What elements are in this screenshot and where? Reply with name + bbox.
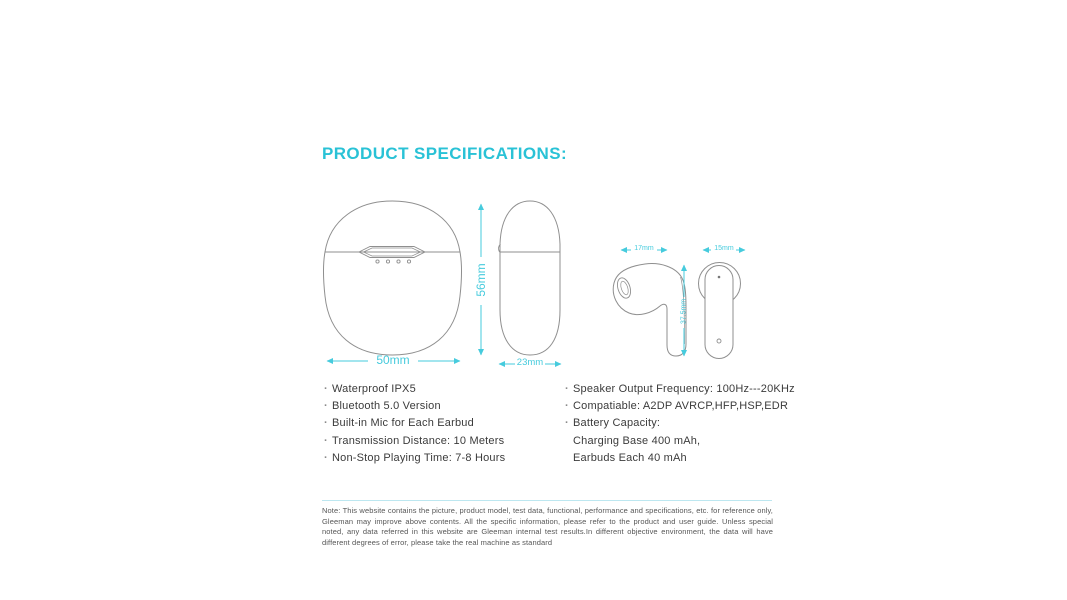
case-height-dimension-label: 56mm — [474, 263, 488, 297]
spec-item — [565, 381, 810, 398]
earbud-front-drawing — [699, 263, 741, 359]
disclaimer-note: Note: This website contains the picture, product model, test data, functional, performance and specifications, etc. for reference only, Gleeman may improve above contents. All the specific information, please refer to the product and user guide. Unless special noted, any data referred in this website are Gleeman internal test results.In different objective environment, the data will have different degrees of error, please take the real machine as standard — [322, 506, 773, 547]
spec-text: Waterproof IPX5 — [332, 383, 416, 395]
case-depth-dimension-label: 23mm — [516, 357, 544, 368]
earbud-side-drawing — [613, 264, 686, 356]
earbud-height-dimension-label: 37.5mm — [680, 298, 688, 325]
bullet-dot: · — [324, 451, 328, 464]
bullet-dot: · — [324, 434, 328, 447]
bullet-dot: · — [565, 383, 569, 395]
case-side-drawing — [499, 201, 560, 355]
spec-item — [565, 415, 810, 432]
note-divider — [322, 500, 772, 501]
spec-item — [324, 433, 559, 450]
spec-list-right — [565, 381, 810, 467]
spec-list-left — [324, 381, 559, 467]
case-front-drawing — [324, 201, 462, 355]
spec-text: Earbuds Each 40 mAh — [573, 451, 687, 464]
spec-item-continuation — [565, 433, 810, 450]
case-led-dots — [376, 260, 411, 263]
spec-text: Speaker Output Frequency: 100Hz---20KHz — [573, 383, 795, 395]
bullet-dot: · — [324, 417, 328, 430]
spec-item — [324, 450, 559, 467]
case-width-dimension-label: 50mm — [376, 353, 410, 367]
spec-item — [324, 381, 559, 398]
spec-item-continuation — [565, 450, 810, 467]
spec-text: Battery Capacity: — [573, 417, 661, 430]
bullet-dot: · — [565, 417, 569, 430]
spec-text: Non-Stop Playing Time: 7-8 Hours — [332, 451, 506, 464]
spec-text: Bluetooth 5.0 Version — [332, 400, 441, 413]
spec-item — [324, 398, 559, 415]
bullet-dot: · — [324, 400, 328, 413]
earbud-width-dimension-label: 15mm — [714, 245, 734, 252]
spec-text: Built-in Mic for Each Earbud — [332, 417, 474, 430]
page-title: PRODUCT SPECIFICATIONS: — [322, 144, 568, 163]
spec-text: Transmission Distance: 10 Meters — [332, 434, 505, 447]
bullet-dot: · — [324, 383, 328, 395]
earbud-depth-dimension-label: 17mm — [634, 245, 654, 252]
spec-text: Charging Base 400 mAh, — [573, 434, 701, 447]
spec-item — [324, 415, 559, 432]
spec-item — [565, 398, 810, 415]
bullet-dot: · — [565, 400, 569, 413]
spec-text: Compatiable: A2DP AVRCP,HFP,HSP,EDR — [573, 400, 789, 413]
